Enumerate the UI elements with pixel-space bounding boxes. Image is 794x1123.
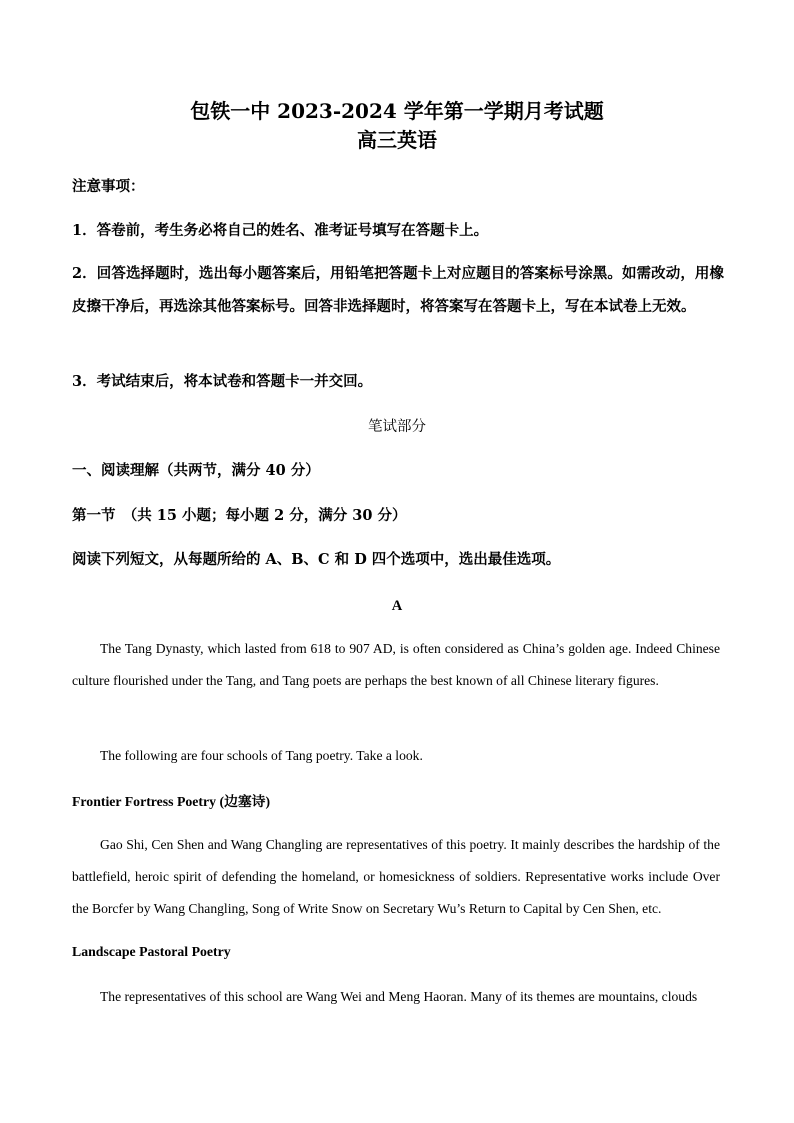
passage-paragraph-4: The representatives of this school are Wang Wei and Meng Haoran. Many of its themes are mountains, clouds <box>100 989 698 1004</box>
notice-item-2: 2．回答选择题时，选出每小题答案后，用铅笔把答题卡上对应题目的答案标号涂黑。如需改动，用橡皮擦干净后，再选涂其他答案标号。回答非选择题时，将答案写在答题卡上，写在本试卷上无效。 <box>72 265 724 315</box>
part-label: 笔试部分 <box>368 419 426 435</box>
passage-heading-landscape: Landscape Pastoral Poetry <box>72 944 231 959</box>
passage-paragraph-1: The Tang Dynasty, which lasted from 618 to 907 AD, is often considered as China’s golden age. Indeed Chinese culture flourished under the Tang, and Tang poets are perhaps the best known of all Chinese literary figures. <box>72 641 720 688</box>
notice-item-1: 1．答卷前，考生务必将自己的姓名、准考证号填写在答题卡上。 <box>72 222 489 239</box>
instruction-text: 阅读下列短文，从每题所给的 A、B、C 和 D 四个选项中，选出最佳选项。 <box>72 551 561 568</box>
subsection-heading: 第一节 （共 15 小题；每小题 2 分，满分 30 分） <box>72 507 407 524</box>
passage-label: A <box>391 598 403 614</box>
notice-item-3: 3．考试结束后，将本试卷和答题卡一并交回。 <box>72 373 373 390</box>
passage-paragraph-2: The following are four schools of Tang poetry. Take a look. <box>100 748 423 763</box>
section-one-heading: 一、阅读理解（共两节，满分 40 分） <box>72 462 320 479</box>
exam-subject: 高三英语 <box>357 128 437 152</box>
notice-heading: 注意事项： <box>72 178 145 195</box>
exam-title: 包铁一中 2023-2024 学年第一学期月考试题 <box>190 99 604 123</box>
passage-paragraph-3: Gao Shi, Cen Shen and Wang Changling are representatives of this poetry. It mainly describes the hardship of the battlefield, heroic spirit of defending the homeland, or homesickness of soldiers. Representative works include Over the Borcfer by Wang Changling, Song of Write Snow on Secretary Wu’s Return to Capital by Cen Shen, etc. <box>72 837 720 916</box>
passage-heading-frontier: Frontier Fortress Poetry (边塞诗) <box>72 794 271 809</box>
